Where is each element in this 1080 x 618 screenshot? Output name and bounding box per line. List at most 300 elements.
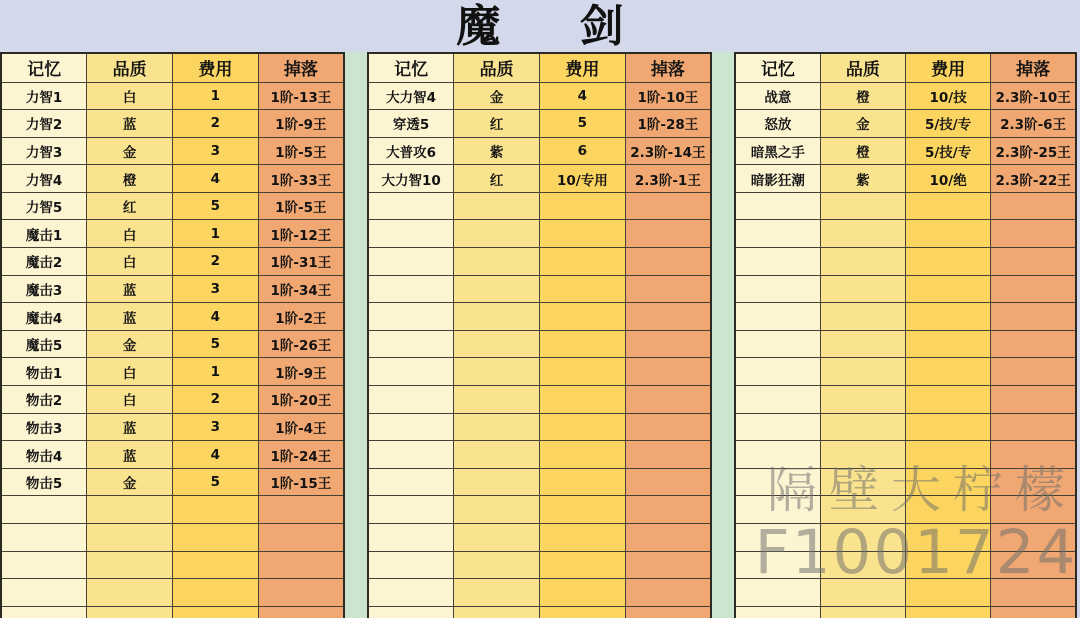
table-cell [454,551,540,579]
table-cell: 1 [173,220,259,248]
table-cell [820,579,905,607]
memory-table-left-wrap [0,52,345,618]
table-cell [87,551,173,579]
header-row [735,53,1076,82]
table-cell [454,192,540,220]
table-cell [540,386,626,414]
table-cell [454,468,540,496]
table-cell [258,606,344,618]
table-row [735,303,1076,331]
table-cell [906,220,991,248]
table-cell [906,275,991,303]
table-cell [368,468,454,496]
table-cell: 1阶-15王 [258,468,344,496]
table-cell [991,413,1076,441]
table-cell [906,551,991,579]
table-cell: 2 [173,386,259,414]
table-cell [735,220,820,248]
table-cell: 10/专用 [540,165,626,193]
column-header: 费用 [906,53,991,82]
table-cell: 5 [173,330,259,358]
table-cell [368,303,454,331]
table-cell [820,496,905,524]
table-cell [906,441,991,469]
table-row [1,275,344,303]
table-cell: 白 [87,386,173,414]
table-cell: 金 [87,330,173,358]
table-cell: 2.3阶-25王 [991,137,1076,165]
table-row [735,579,1076,607]
table-cell [1,551,87,579]
column-header: 费用 [540,53,626,82]
table-cell [991,496,1076,524]
table-cell [454,496,540,524]
table-cell [906,579,991,607]
table-cell [625,192,711,220]
table-row [1,303,344,331]
table-cell [906,358,991,386]
watermark-id: F1001724 [754,517,1078,588]
table-cell [368,358,454,386]
column-header: 品质 [454,53,540,82]
table-row [735,248,1076,276]
table-cell [991,468,1076,496]
table-row [1,110,344,138]
table-cell [368,524,454,552]
table-cell [540,441,626,469]
table-row [735,496,1076,524]
table-row [368,441,711,469]
table-cell [540,606,626,618]
table-cell: 暗黑之手 [735,137,820,165]
header-row [1,53,344,82]
table-cell [820,303,905,331]
table-cell [173,496,259,524]
table-cell [735,551,820,579]
table-cell [906,468,991,496]
table-cell [454,579,540,607]
table-cell: 物击4 [1,441,87,469]
table-cell: 魔击3 [1,275,87,303]
table-cell: 2 [173,248,259,276]
table-cell [368,248,454,276]
table-cell [454,413,540,441]
table-row [735,192,1076,220]
table-row [735,441,1076,469]
table-cell [87,579,173,607]
table-cell: 5 [173,468,259,496]
table-cell: 穿透5 [368,110,454,138]
table-cell [625,441,711,469]
memory-table-right [734,52,1077,618]
table-cell [820,220,905,248]
table-row [735,386,1076,414]
table-row [735,606,1076,618]
table-row [1,248,344,276]
table-cell [540,551,626,579]
table-cell [625,330,711,358]
table-cell [735,386,820,414]
table-row [1,137,344,165]
table-row [1,330,344,358]
table-cell [820,330,905,358]
table-cell: 物击5 [1,468,87,496]
table-row [368,137,711,165]
table-cell: 力智1 [1,82,87,110]
table-cell [540,468,626,496]
table-cell: 1阶-12王 [258,220,344,248]
table-cell: 1阶-9王 [258,110,344,138]
table-cell: 4 [173,303,259,331]
table-cell [625,358,711,386]
table-cell [368,220,454,248]
table-cell [820,413,905,441]
table-cell [368,386,454,414]
table-cell [258,524,344,552]
table-cell [540,220,626,248]
memory-table-middle-wrap [367,52,712,618]
table-row [1,386,344,414]
table-cell [906,303,991,331]
table-cell: 白 [87,220,173,248]
table-row [735,358,1076,386]
table-row [1,579,344,607]
table-row [368,165,711,193]
table-cell [540,579,626,607]
table-cell [368,413,454,441]
memory-table-middle [367,52,712,618]
table-cell [906,248,991,276]
table-cell: 5/技/专 [906,137,991,165]
table-cell: 战意 [735,82,820,110]
table-row [1,220,344,248]
table-row [368,524,711,552]
table-row [368,303,711,331]
table-cell [454,358,540,386]
table-cell [991,192,1076,220]
table-cell [368,551,454,579]
table-cell [1,579,87,607]
column-header: 记忆 [1,53,87,82]
table-cell [454,275,540,303]
table-cell [820,386,905,414]
table-cell: 蓝 [87,441,173,469]
table-cell [735,468,820,496]
table-row [1,524,344,552]
table-cell [906,524,991,552]
table-cell [1,496,87,524]
table-cell: 物击3 [1,413,87,441]
table-cell [368,606,454,618]
table-cell: 1阶-26王 [258,330,344,358]
table-cell [258,496,344,524]
table-row [735,220,1076,248]
table-cell [454,248,540,276]
table-cell [625,551,711,579]
table-cell: 3 [173,413,259,441]
table-cell [820,192,905,220]
table-cell [735,496,820,524]
table-row [1,468,344,496]
table-row [368,496,711,524]
table-cell [735,441,820,469]
table-row [1,82,344,110]
table-cell [368,579,454,607]
table-row [735,137,1076,165]
table-cell: 紫 [820,165,905,193]
table-cell: 力智3 [1,137,87,165]
table-cell: 1阶-10王 [625,82,711,110]
table-cell: 紫 [454,137,540,165]
table-cell: 力智4 [1,165,87,193]
table-cell [820,606,905,618]
table-cell [1,606,87,618]
table-cell [820,358,905,386]
table-cell: 10/技 [906,82,991,110]
table-cell [454,524,540,552]
table-cell [991,303,1076,331]
table-cell [625,248,711,276]
table-cell [991,524,1076,552]
table-row [735,110,1076,138]
table-cell: 3 [173,137,259,165]
table-row [735,330,1076,358]
table-cell [258,579,344,607]
table-cell: 物击1 [1,358,87,386]
table-cell [820,524,905,552]
table-cell: 1 [173,358,259,386]
table-cell [735,303,820,331]
table-row [368,220,711,248]
table-cell: 2.3阶-22王 [991,165,1076,193]
table-cell [454,386,540,414]
table-cell [540,192,626,220]
memory-table-left [0,52,345,618]
table-row [1,551,344,579]
table-cell [625,606,711,618]
table-cell [991,551,1076,579]
table-cell [625,386,711,414]
table-cell: 1阶-5王 [258,137,344,165]
table-cell: 蓝 [87,275,173,303]
table-cell: 物击2 [1,386,87,414]
column-header: 记忆 [735,53,820,82]
table-row [368,82,711,110]
table-cell [735,330,820,358]
table-cell [454,441,540,469]
table-cell: 蓝 [87,303,173,331]
table-cell: 5/技/专 [906,110,991,138]
table-cell [540,275,626,303]
table-cell [735,248,820,276]
table-cell [991,330,1076,358]
table-cell [991,386,1076,414]
table-cell [906,330,991,358]
table-row [368,192,711,220]
column-header: 品质 [87,53,173,82]
table-row [368,468,711,496]
table-cell: 力智2 [1,110,87,138]
table-cell: 1阶-28王 [625,110,711,138]
watermark-text: 隔壁大柠檬 [767,461,1077,519]
table-row [368,606,711,618]
table-row [735,551,1076,579]
table-cell [540,413,626,441]
table-cell [454,303,540,331]
table-cell [540,496,626,524]
column-header: 品质 [820,53,905,82]
table-cell: 2.3阶-14王 [625,137,711,165]
table-cell [906,606,991,618]
column-header: 掉落 [991,53,1076,82]
table-cell: 金 [454,82,540,110]
table-cell [173,551,259,579]
table-cell: 白 [87,82,173,110]
table-cell [368,275,454,303]
column-header: 掉落 [258,53,344,82]
table-row [1,192,344,220]
header-row [368,53,711,82]
table-cell: 5 [173,192,259,220]
table-cell: 10/绝 [906,165,991,193]
table-cell: 魔击1 [1,220,87,248]
table-cell: 4 [173,441,259,469]
table-cell [820,551,905,579]
table-row [368,358,711,386]
table-cell [820,248,905,276]
table-cell [906,496,991,524]
table-cell [625,220,711,248]
table-row [368,579,711,607]
table-cell: 红 [454,165,540,193]
table-row [1,441,344,469]
table-cell [540,524,626,552]
table-cell [540,358,626,386]
table-row [735,275,1076,303]
table-cell: 1阶-31王 [258,248,344,276]
table-cell: 金 [820,110,905,138]
table-cell: 白 [87,248,173,276]
table-row [735,165,1076,193]
table-cell [735,192,820,220]
table-cell [991,358,1076,386]
table-cell: 蓝 [87,413,173,441]
table-row [368,386,711,414]
table-cell [368,192,454,220]
table-cell [540,330,626,358]
table-cell: 1 [173,82,259,110]
table-cell [87,524,173,552]
table-cell: 魔击5 [1,330,87,358]
table-cell: 2.3阶-1王 [625,165,711,193]
table-cell: 红 [454,110,540,138]
table-row [1,606,344,618]
table-cell [991,441,1076,469]
table-cell: 大力智10 [368,165,454,193]
table-cell [258,551,344,579]
table-cell [87,496,173,524]
table-cell: 橙 [87,165,173,193]
column-header: 记忆 [368,53,454,82]
table-cell [820,468,905,496]
table-cell [991,606,1076,618]
table-cell: 魔击4 [1,303,87,331]
table-row [368,248,711,276]
table-divider-left [345,52,368,618]
table-cell: 1阶-5王 [258,192,344,220]
table-row [1,358,344,386]
table-cell [625,275,711,303]
table-cell: 1阶-9王 [258,358,344,386]
table-cell: 3 [173,275,259,303]
table-row [368,110,711,138]
table-cell: 2.3阶-10王 [991,82,1076,110]
table-cell [735,579,820,607]
table-cell [368,496,454,524]
table-row [735,524,1076,552]
table-row [1,413,344,441]
table-row [1,496,344,524]
table-cell [906,192,991,220]
page-title: 魔剑 [456,1,703,52]
memory-table-right-wrap [734,52,1077,618]
table-cell: 2 [173,110,259,138]
table-row [368,330,711,358]
table-cell [625,468,711,496]
table-cell [906,386,991,414]
table-cell [735,606,820,618]
table-cell [454,330,540,358]
table-cell: 金 [87,137,173,165]
table-cell: 1阶-13王 [258,82,344,110]
table-cell [991,248,1076,276]
table-cell: 蓝 [87,110,173,138]
table-cell [991,275,1076,303]
table-cell [735,524,820,552]
table-cell: 力智5 [1,192,87,220]
table-cell [820,275,905,303]
table-cell [87,606,173,618]
table-cell [625,496,711,524]
table-cell [625,524,711,552]
table-cell [173,524,259,552]
table-cell [173,579,259,607]
table-cell: 白 [87,358,173,386]
table-cell: 大力智4 [368,82,454,110]
table-cell [540,303,626,331]
table-cell: 1阶-4王 [258,413,344,441]
table-cell [454,220,540,248]
table-cell [368,441,454,469]
table-cell: 1阶-24王 [258,441,344,469]
table-cell: 红 [87,192,173,220]
table-cell: 4 [540,82,626,110]
table-cell [820,441,905,469]
column-header: 费用 [173,53,259,82]
table-cell [625,413,711,441]
table-divider-right [712,52,735,618]
table-cell [454,606,540,618]
table-row [735,413,1076,441]
table-row [368,413,711,441]
table-row [735,468,1076,496]
table-cell: 橙 [820,82,905,110]
table-cell [991,579,1076,607]
table-cell [735,275,820,303]
table-cell [991,220,1076,248]
table-cell [1,524,87,552]
table-cell [625,579,711,607]
